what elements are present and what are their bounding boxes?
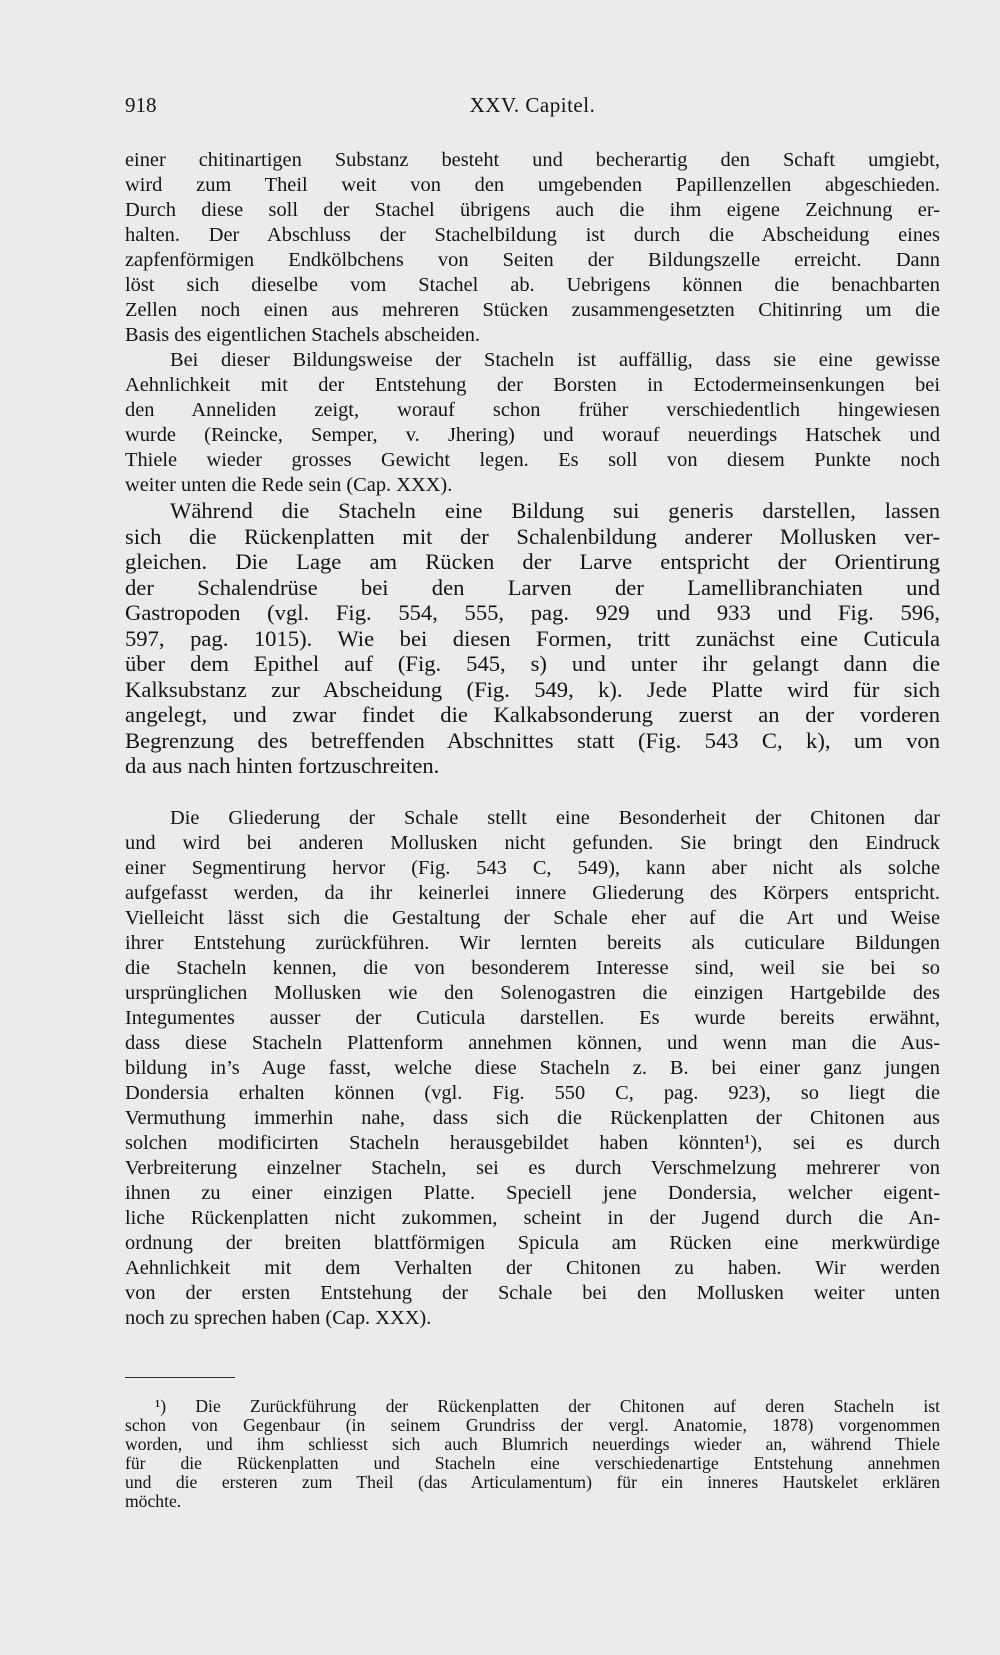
paragraph	[125, 148, 940, 348]
text-line: bildung in’s Auge fasst, welche diese Stacheln z. B. bei einer ganz jungen	[125, 1056, 940, 1079]
body-text	[125, 148, 940, 1331]
text-line: Die Gliederung der Schale stellt eine Besonderheit der Chitonen dar	[170, 806, 940, 829]
text-line: den Anneliden zeigt, worauf schon früher verschiedentlich hingewiesen	[125, 399, 940, 421]
text-line: Gastropoden (vgl. Fig. 554, 555, pag. 929 und 933 und Fig. 596,	[125, 600, 940, 625]
text-line: Vermuthung immerhin nahe, dass sich die Rückenplatten der Chitonen aus	[125, 1106, 940, 1129]
paragraph	[125, 806, 940, 1331]
footnote	[125, 1397, 940, 1511]
page-header	[125, 93, 940, 123]
text-line: Kalksubstanz zur Abscheidung (Fig. 549, k). Jede Platte wird für sich	[125, 676, 940, 702]
text-line: ihnen zu einer einzigen Platte. Speciell jene Dondersia, welcher eigent-	[125, 1181, 940, 1204]
footnote-line: für die Rückenplatten und Stacheln eine verschiedenartige Entstehung annehmen	[125, 1454, 940, 1473]
text-line: aufgefasst werden, da ihr keinerlei innere Gliederung des Körpers entspricht.	[125, 881, 940, 904]
text-line: weiter unten die Rede sein (Cap. XXX).	[125, 474, 453, 496]
text-line: Thiele wieder grosses Gewicht legen. Es soll von diesem Punkte noch	[125, 449, 940, 471]
footnote-line: möchte.	[125, 1492, 182, 1511]
text-line: ihrer Entstehung zurückführen. Wir lernten bereits als cuticulare Bildungen	[125, 931, 940, 954]
text-line: der Schalendrüse bei den Larven der Lamellibranchiaten und	[125, 574, 940, 600]
footnote-rule	[125, 1377, 235, 1378]
text-line: Durch diese soll der Stachel übrigens auch die ihm eigene Zeichnung er-	[125, 199, 940, 221]
text-line: 597, pag. 1015). Wie bei diesen Formen, tritt zunächst eine Cuticula	[125, 625, 940, 651]
text-line: ordnung der breiten blattförmigen Spicula am Rücken eine merkwürdige	[125, 1231, 940, 1254]
text-line: Dondersia erhalten können (vgl. Fig. 550 C, pag. 923), so liegt die	[125, 1081, 940, 1104]
page-number: 918	[125, 93, 157, 117]
text-line: Aehnlichkeit mit dem Verhalten der Chitonen zu haben. Wir werden	[125, 1256, 940, 1279]
text-line: Aehnlichkeit mit der Entstehung der Borsten in Ectodermeinsenkungen bei	[125, 374, 940, 396]
text-line: Zellen noch einen aus mehreren Stücken zusammengesetzten Chitinring um die	[125, 299, 940, 321]
text-line: Während die Stacheln eine Bildung sui generis darstellen, lassen	[170, 498, 940, 523]
paragraph	[125, 348, 940, 498]
text-line: gleichen. Die Lage am Rücken der Larve entspricht der Orientirung	[125, 549, 940, 574]
text-line: einer Segmentirung hervor (Fig. 543 C, 549), kann aber nicht als solche	[125, 856, 940, 879]
text-line: Vielleicht lässt sich die Gestaltung der Schale eher auf die Art und Weise	[125, 906, 940, 929]
text-line: löst sich dieselbe vom Stachel ab. Uebrigens können die benachbarten	[125, 274, 940, 296]
footnote-line: worden, und ihm schliesst sich auch Blumrich neuerdings wieder an, während Thiele	[125, 1435, 940, 1454]
text-line: ursprünglichen Mollusken wie den Solenogastren die einzigen Hartgebilde des	[125, 981, 940, 1004]
footnote-line: ¹) Die Zurückführung der Rückenplatten der Chitonen auf deren Stacheln ist	[155, 1397, 940, 1416]
text-line: noch zu sprechen haben (Cap. XXX).	[125, 1306, 432, 1329]
footnote-line: schon von Gegenbaur (in seinem Grundriss der vergl. Anatomie, 1878) vorgenommen	[125, 1416, 940, 1435]
paragraph	[125, 498, 940, 779]
text-line: Bei dieser Bildungsweise der Stacheln ist auffällig, dass sie eine gewisse	[170, 349, 940, 371]
text-line: liche Rückenplatten nicht zukommen, scheint in der Jugend durch die An-	[125, 1206, 940, 1229]
text-line: wird zum Theil weit von den umgebenden Papillenzellen abgeschieden.	[125, 174, 940, 196]
text-line: zapfenförmigen Endkölbchens von Seiten der Bildungszelle erreicht. Dann	[125, 249, 940, 271]
text-line: solchen modificirten Stacheln herausgebildet haben könnten¹), sei es durch	[125, 1131, 940, 1154]
text-line: wurde (Reincke, Semper, v. Jhering) und worauf neuerdings Hatschek und	[125, 424, 940, 446]
text-line: über dem Epithel auf (Fig. 545, s) und unter ihr gelangt dann die	[125, 651, 940, 676]
text-line: dass diese Stacheln Plattenform annehmen können, und wenn man die Aus-	[125, 1031, 940, 1054]
text-line: von der ersten Entstehung der Schale bei den Mollusken weiter unten	[125, 1281, 940, 1304]
text-line: und wird bei anderen Mollusken nicht gefunden. Sie bringt den Eindruck	[125, 831, 940, 854]
text-line: Integumentes ausser der Cuticula darstellen. Es wurde bereits erwähnt,	[125, 1006, 940, 1029]
text-line: da aus nach hinten fortzuschreiten.	[125, 753, 440, 778]
text-line: halten. Der Abschluss der Stachelbildung ist durch die Abscheidung eines	[125, 224, 940, 246]
text-line: Basis des eigentlichen Stachels abscheiden.	[125, 324, 481, 346]
paragraph-gap	[125, 779, 940, 806]
footnote-line: und die ersteren zum Theil (das Articulamentum) für ein inneres Hautskelet erklären	[125, 1473, 940, 1492]
chapter-heading: XXV. Capitel.	[469, 93, 596, 117]
text-line: sich die Rückenplatten mit der Schalenbildung anderer Mollusken ver-	[125, 523, 940, 549]
text-line: einer chitinartigen Substanz besteht und becherartig den Schaft umgiebt,	[125, 149, 940, 171]
text-line: Begrenzung des betreffenden Abschnittes statt (Fig. 543 C, k), um von	[125, 727, 940, 753]
text-line: angelegt, und zwar findet die Kalkabsonderung zuerst an der vorderen	[125, 702, 940, 727]
text-line: die Stacheln kennen, die von besonderem Interesse sind, weil sie bei so	[125, 956, 940, 979]
text-line: Verbreiterung einzelner Stacheln, sei es durch Verschmelzung mehrerer von	[125, 1156, 940, 1179]
